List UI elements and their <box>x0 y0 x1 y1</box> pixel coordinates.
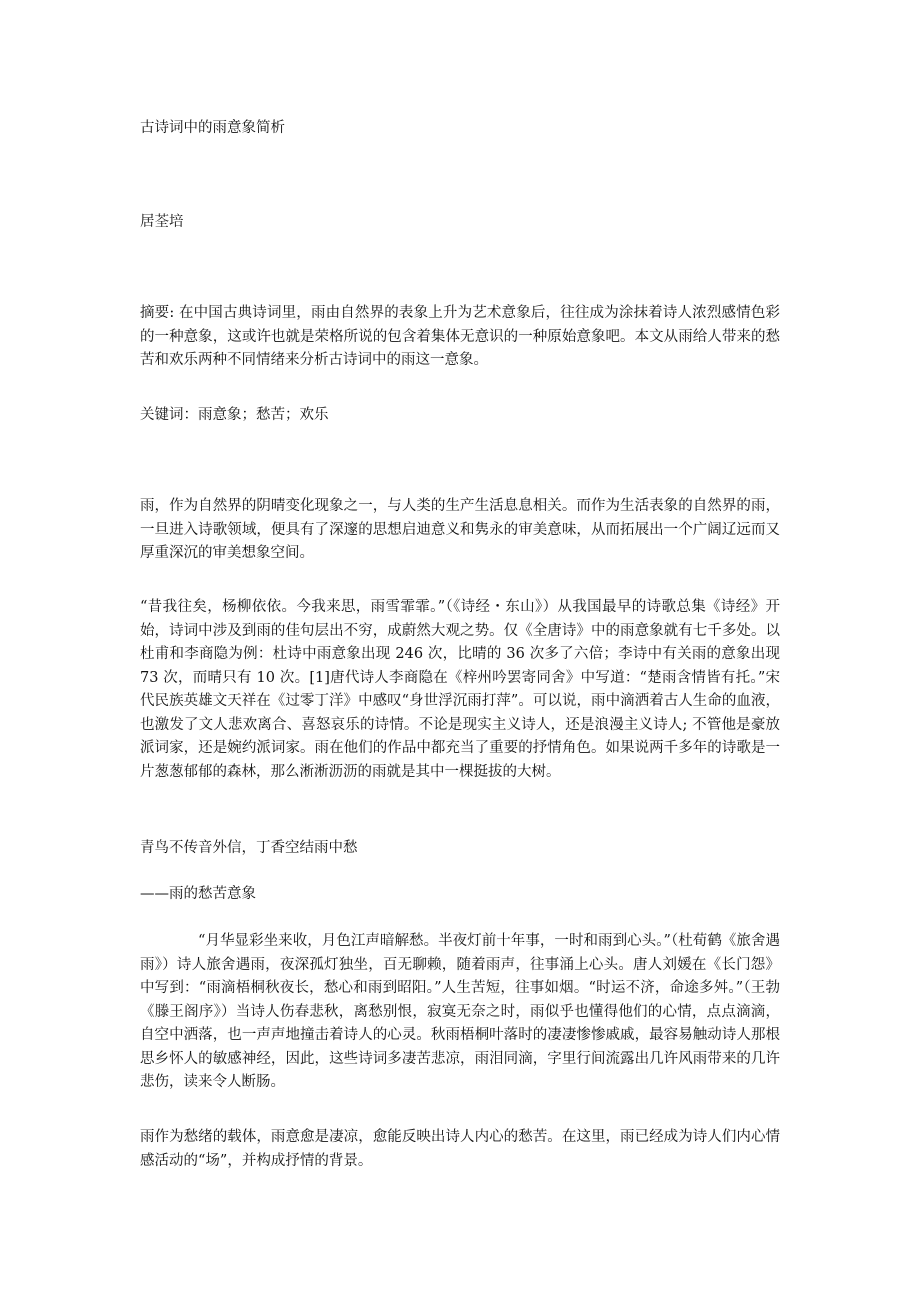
body-paragraph: 雨，作为自然界的阴晴变化现象之一，与人类的生产生活息息相关。而作为生活表象的自然界的雨，一旦进入诗歌领域，便具有了深邃的思想启迪意义和隽永的审美意味，从而拓展出一个广阔辽远而又厚重深沉的审美想象空间。 <box>140 498 780 561</box>
keywords-line: 关键词：雨意象；愁苦；欢乐 <box>140 407 329 423</box>
section-subheading: ——雨的愁苦意象 <box>140 886 256 902</box>
section-heading: 青鸟不传音外信，丁香空结雨中愁 <box>140 840 358 856</box>
abstract-paragraph: 摘要: 在中国古典诗词里，雨由自然界的表象上升为艺术意象后，往往成为涂抹着诗人浓烈感情色彩的一种意象，这或许也就是荣格所说的包含着集体无意识的一种原始意象吧。本文从雨给人带来的愁苦和欢乐两种不同情绪来分析古诗词中的雨这一意象。 <box>140 305 780 368</box>
section-paragraph: “月华显彩坐来收，月色江声暗解愁。半夜灯前十年事，一时和雨到心头。”（杜荀鹤《旅舍遇雨》）诗人旅舍遇雨，夜深孤灯独坐，百无聊赖，随着雨声，往事涌上心头。唐人刘媛在《长门怨》中写到：“雨滴梧桐秋夜长，愁心和雨到昭阳。”人生苦短，往事如烟。“时运不济，命途多舛。”（王勃《滕王阁序》）当诗人伤春悲秋，离愁别恨，寂寞无奈之时，雨似乎也懂得他们的心情，点点滴滴，自空中洒落，也一声声地撞击着诗人的心灵。秋雨梧桐叶落时的凄凄惨惨戚戚，最容易触动诗人那根思乡怀人的敏感神经，因此，这些诗词多凄苦悲凉，雨泪同滴，字里行间流露出几许风雨带来的几许悲伤，读来令人断肠。 <box>140 933 780 1090</box>
section-paragraph: 雨作为愁绪的载体，雨意愈是凄凉，愈能反映出诗人内心的愁苦。在这里，雨已经成为诗人们内心情感活动的“场”，并构成抒情的背景。 <box>140 1129 780 1169</box>
document-title: 古诗词中的雨意象简析 <box>140 120 285 136</box>
author-name: 居荃培 <box>140 214 184 230</box>
body-paragraph: “昔我往矣，杨柳依依。今我来思，雨雪霏霏。”（《诗经・东山》）从我国最早的诗歌总集《诗经》开始，诗词中涉及到雨的佳句层出不穷，成蔚然大观之势。仅《全唐诗》中的雨意象就有七千多处。以杜甫和李商隐为例：杜诗中雨意象出现 246 次，比晴的 36 次多了六倍；李诗中有关雨的意象出现 73 次，而晴只有 10 次。[1]唐代诗人李商隐在《梓州吟罢寄同舍》中写道：“楚雨含情皆有托。”宋代民族英雄文天祥在《过零丁洋》中感叹“身世浮沉雨打萍”。可以说，雨中滴洒着古人生命的血液，也激发了文人悲欢离合、喜怒哀乐的诗情。不论是现实主义诗人，还是浪漫主义诗人; 不管他是豪放派词家，还是婉约派词家。雨在他们的作品中都充当了重要的抒情角色。如果说两千多年的诗歌是一片葱葱郁郁的森林，那么淅淅沥沥的雨就是其中一棵挺拔的大树。 <box>140 599 780 780</box>
